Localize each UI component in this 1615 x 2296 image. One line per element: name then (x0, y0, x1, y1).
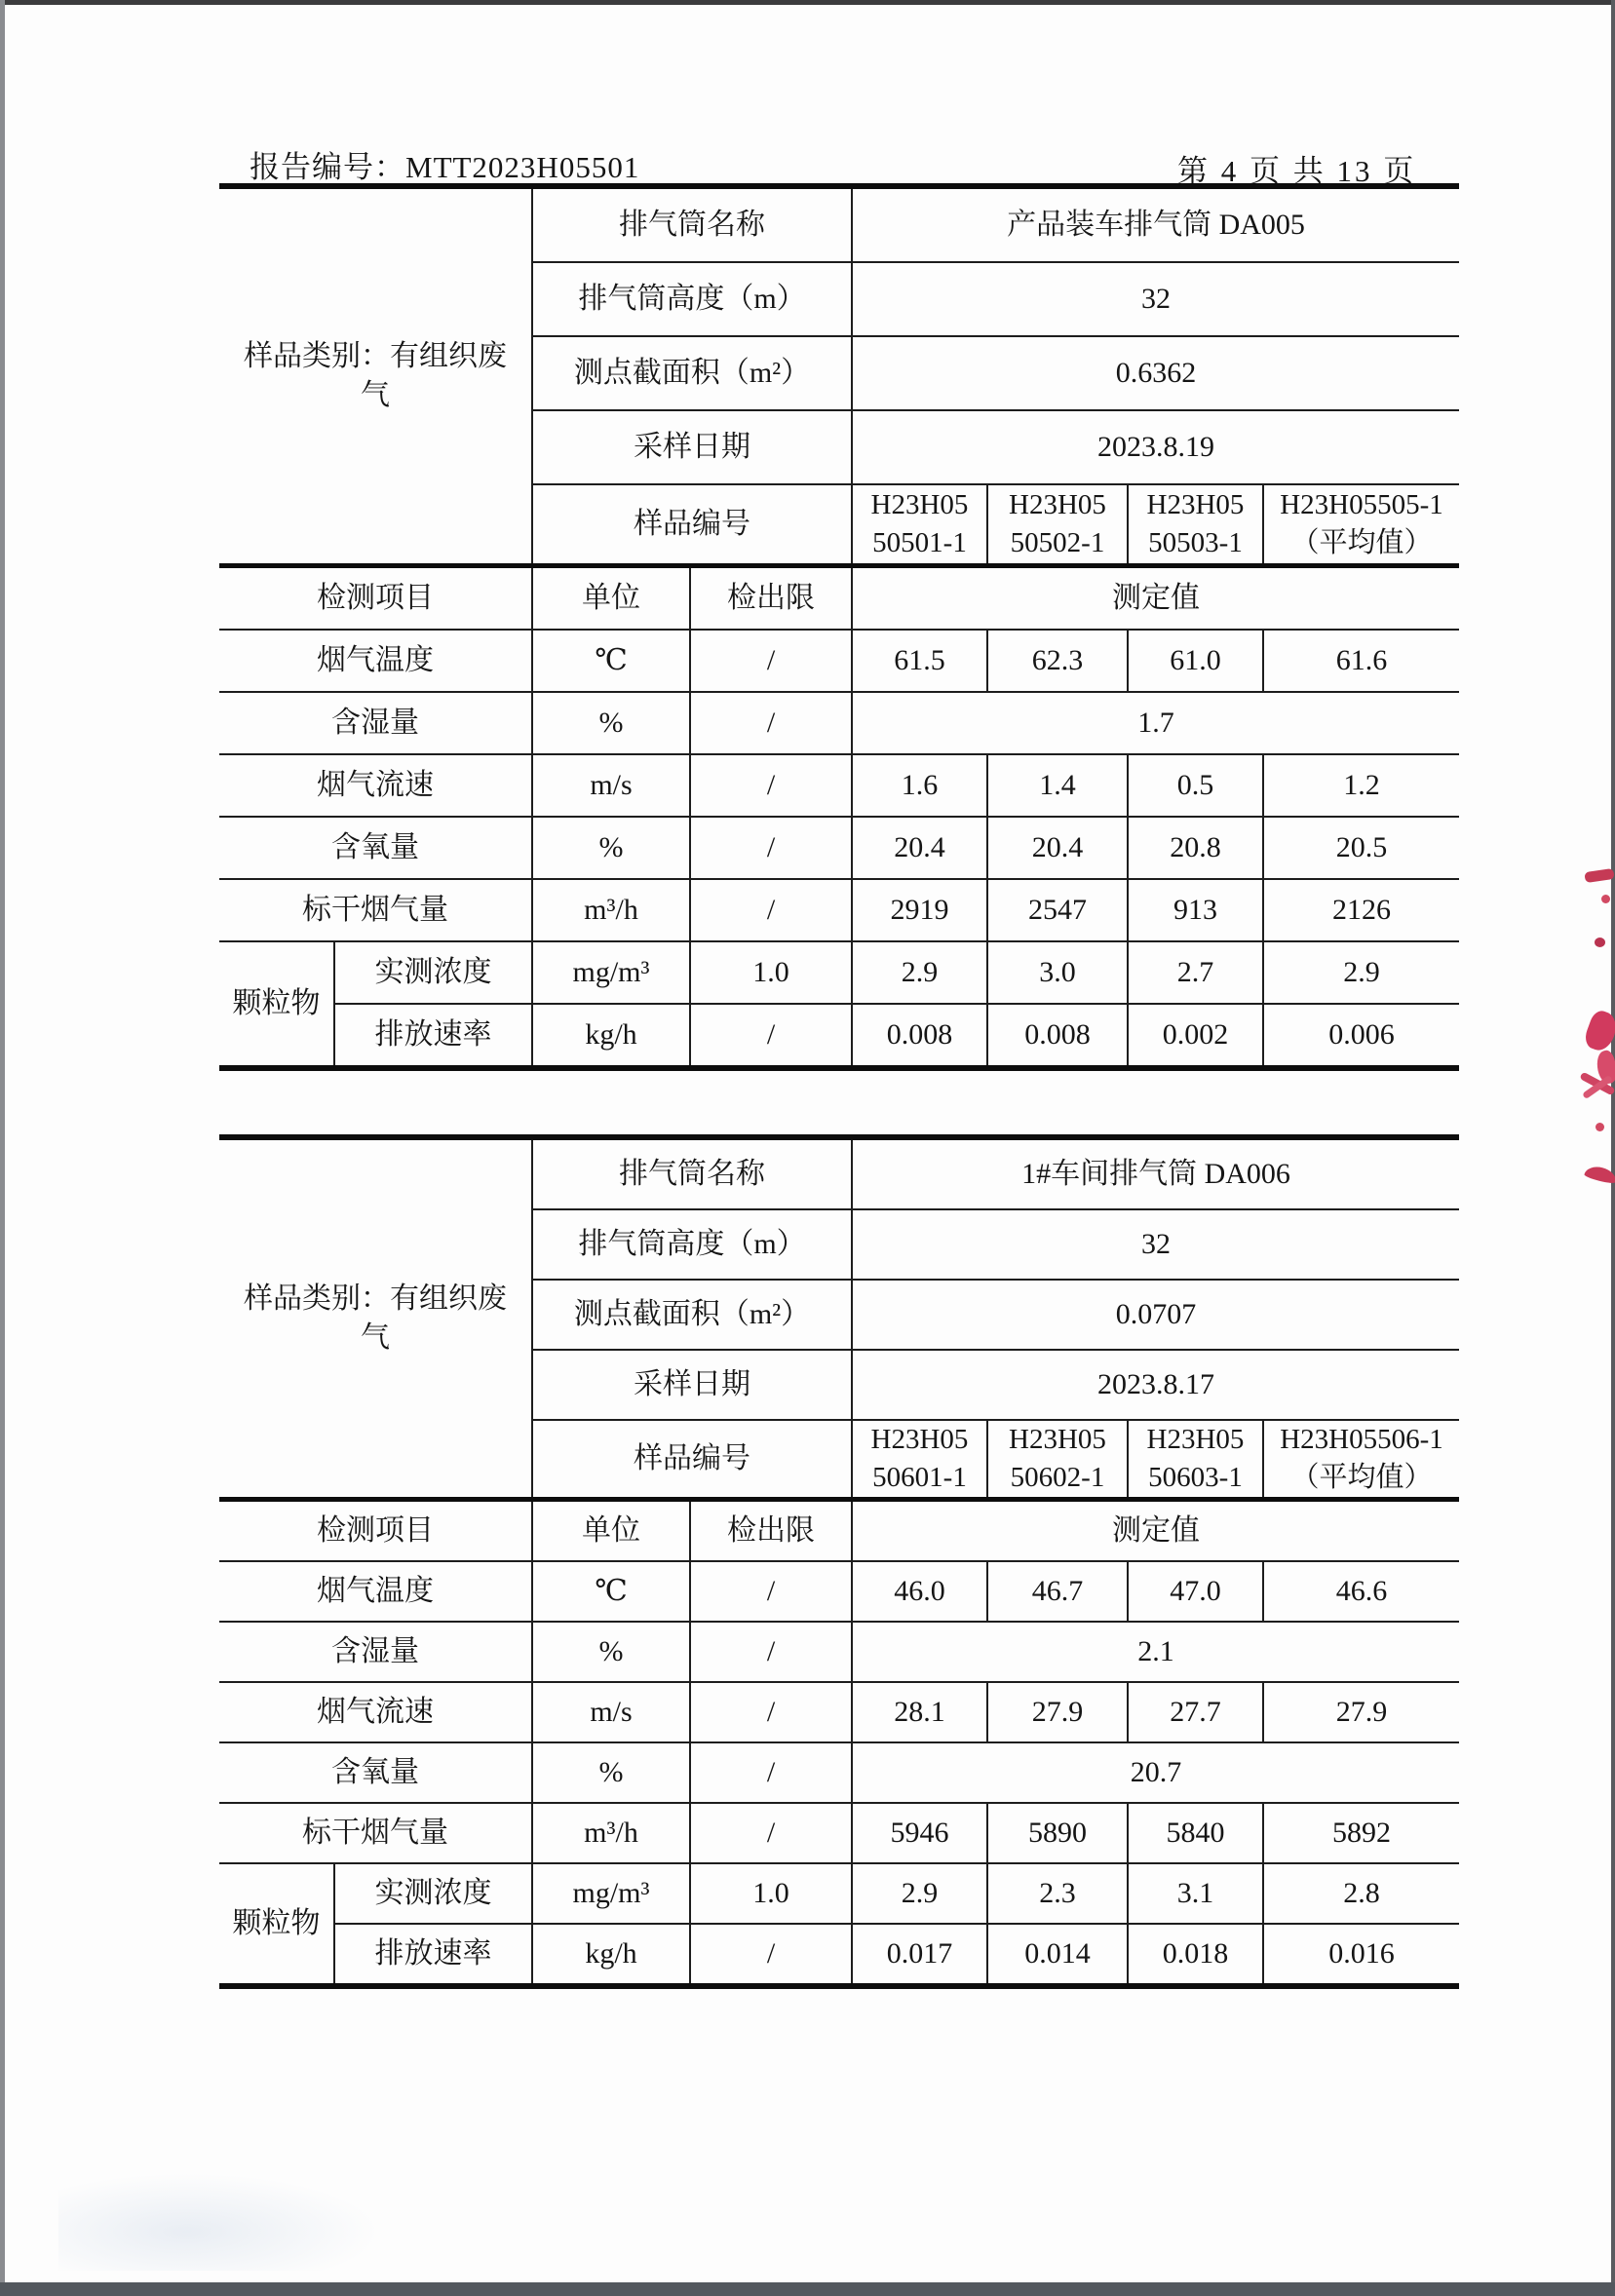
row-unit: % (532, 1622, 690, 1682)
red-ink-mark (1596, 1123, 1604, 1131)
row-value: 3.1 (1128, 1863, 1263, 1924)
info-label: 排气筒高度（m） (532, 1209, 852, 1280)
sample-category-cell (219, 1137, 532, 1500)
row-unit: kg/h (532, 1004, 690, 1068)
info-value: 2023.8.17 (852, 1350, 1459, 1420)
red-ink-mark (1584, 868, 1614, 883)
row-limit: / (690, 879, 852, 941)
row-value: 46.6 (1263, 1561, 1459, 1622)
col-header-value: 测定值 (852, 1500, 1459, 1562)
row-item: 烟气流速 (219, 1682, 532, 1742)
row-value: 913 (1128, 879, 1263, 941)
row-value-merged: 1.7 (852, 692, 1459, 754)
row-item: 含氧量 (219, 1742, 532, 1803)
row-value: 62.3 (987, 630, 1128, 692)
col-header-limit: 检出限 (690, 1500, 852, 1562)
row-value: 2.9 (1263, 941, 1459, 1004)
row-value: 61.5 (852, 630, 987, 692)
row-item: 实测浓度 (334, 941, 532, 1004)
info-label: 排气筒名称 (532, 186, 852, 262)
row-limit: / (690, 1561, 852, 1622)
row-unit: m/s (532, 1682, 690, 1742)
row-item: 烟气温度 (219, 630, 532, 692)
sample-no: H23H05505-1（平均值） (1263, 484, 1459, 566)
sample-no: H23H05506-1（平均值） (1263, 1420, 1459, 1500)
row-limit: / (690, 1622, 852, 1682)
row-value: 0.008 (852, 1004, 987, 1068)
row-limit: / (690, 1004, 852, 1068)
row-group: 颗粒物 (219, 1863, 334, 1986)
row-value: 0.014 (987, 1924, 1128, 1986)
row-limit: / (690, 1803, 852, 1863)
info-label: 采样日期 (532, 1350, 852, 1420)
sample-no-label: 样品编号 (532, 484, 852, 566)
row-value-merged: 20.7 (852, 1742, 1459, 1803)
info-value: 32 (852, 262, 1459, 336)
row-unit: m³/h (532, 879, 690, 941)
sample-no: H23H05 50503-1 (1128, 484, 1263, 566)
page-number: 第 4 页 共 13 页 (1177, 154, 1417, 188)
row-item: 排放速率 (334, 1924, 532, 1986)
sample-no: H23H05 50601-1 (852, 1420, 987, 1500)
col-header-value: 测定值 (852, 566, 1459, 631)
row-limit: 1.0 (690, 941, 852, 1004)
row-value: 28.1 (852, 1682, 987, 1742)
info-label: 排气筒高度（m） (532, 262, 852, 336)
row-unit: m/s (532, 754, 690, 817)
row-value-merged: 2.1 (852, 1622, 1459, 1682)
col-header-item: 检测项目 (219, 566, 532, 631)
info-value: 32 (852, 1209, 1459, 1280)
row-unit: mg/m³ (532, 941, 690, 1004)
row-unit: % (532, 1742, 690, 1803)
row-value: 0.5 (1128, 754, 1263, 817)
row-item: 烟气流速 (219, 754, 532, 817)
sample-no: H23H05 50602-1 (987, 1420, 1128, 1500)
scan-edge-right (1611, 0, 1615, 2296)
row-value: 0.002 (1128, 1004, 1263, 1068)
row-limit: / (690, 817, 852, 879)
row-item: 含氧量 (219, 817, 532, 879)
row-value: 2547 (987, 879, 1128, 941)
row-value: 27.9 (1263, 1682, 1459, 1742)
row-value: 2.8 (1263, 1863, 1459, 1924)
row-unit: ℃ (532, 1561, 690, 1622)
row-value: 2.3 (987, 1863, 1128, 1924)
row-limit: / (690, 1682, 852, 1742)
row-limit: 1.0 (690, 1863, 852, 1924)
info-value: 1#车间排气筒 DA006 (852, 1137, 1459, 1209)
red-ink-mark (1582, 1008, 1615, 1053)
row-value: 5946 (852, 1803, 987, 1863)
row-value: 2919 (852, 879, 987, 941)
info-value: 0.6362 (852, 336, 1459, 410)
row-value: 46.0 (852, 1561, 987, 1622)
row-value: 46.7 (987, 1561, 1128, 1622)
scan-edge-bottom (0, 2282, 1615, 2296)
row-value: 20.5 (1263, 817, 1459, 879)
row-item: 排放速率 (334, 1004, 532, 1068)
row-value: 0.018 (1128, 1924, 1263, 1986)
red-ink-mark (1595, 938, 1605, 947)
info-label: 排气筒名称 (532, 1137, 852, 1209)
row-limit: / (690, 692, 852, 754)
row-value: 2.9 (852, 1863, 987, 1924)
row-item: 含湿量 (219, 1622, 532, 1682)
scan-edge-left (0, 0, 5, 2296)
row-unit: % (532, 692, 690, 754)
red-ink-mark (1601, 895, 1610, 903)
row-value: 5890 (987, 1803, 1128, 1863)
sample-category-text: 样品类别：有组织废气 (244, 1282, 507, 1355)
row-item: 实测浓度 (334, 1863, 532, 1924)
row-value: 1.4 (987, 754, 1128, 817)
row-unit: mg/m³ (532, 1863, 690, 1924)
sample-no-label: 样品编号 (532, 1420, 852, 1500)
row-item: 标干烟气量 (219, 1803, 532, 1863)
col-header-unit: 单位 (532, 1500, 690, 1562)
row-value: 0.016 (1263, 1924, 1459, 1986)
row-value: 0.017 (852, 1924, 987, 1986)
col-header-item: 检测项目 (219, 1500, 532, 1562)
sample-no: H23H05 50501-1 (852, 484, 987, 566)
results-table-2 (219, 1134, 1459, 1989)
sample-no: H23H05 50502-1 (987, 484, 1128, 566)
sample-category-text: 样品类别：有组织废气 (244, 339, 507, 411)
row-limit: / (690, 1924, 852, 1986)
row-group: 颗粒物 (219, 941, 334, 1068)
row-value: 2126 (1263, 879, 1459, 941)
row-limit: / (690, 630, 852, 692)
row-value: 61.6 (1263, 630, 1459, 692)
results-table-1 (219, 183, 1459, 1071)
row-value: 27.7 (1128, 1682, 1263, 1742)
row-value: 20.4 (987, 817, 1128, 879)
row-unit: m³/h (532, 1803, 690, 1863)
row-value: 5892 (1263, 1803, 1459, 1863)
row-value: 20.8 (1128, 817, 1263, 879)
row-value: 0.008 (987, 1004, 1128, 1068)
row-unit: ℃ (532, 630, 690, 692)
row-item: 标干烟气量 (219, 879, 532, 941)
row-value: 27.9 (987, 1682, 1128, 1742)
row-limit: / (690, 1742, 852, 1803)
row-value: 2.9 (852, 941, 987, 1004)
scan-smudge (58, 2173, 380, 2271)
row-limit: / (690, 754, 852, 817)
col-header-limit: 检出限 (690, 566, 852, 631)
col-header-unit: 单位 (532, 566, 690, 631)
info-label: 采样日期 (532, 410, 852, 484)
row-value: 20.4 (852, 817, 987, 879)
row-value: 2.7 (1128, 941, 1263, 1004)
row-value: 1.6 (852, 754, 987, 817)
row-value: 1.2 (1263, 754, 1459, 817)
info-label: 测点截面积（m²） (532, 1280, 852, 1350)
row-value: 47.0 (1128, 1561, 1263, 1622)
row-unit: % (532, 817, 690, 879)
report-number: 报告编号：MTT2023H05501 (250, 150, 640, 184)
row-item: 烟气温度 (219, 1561, 532, 1622)
row-unit: kg/h (532, 1924, 690, 1986)
info-value: 0.0707 (852, 1280, 1459, 1350)
sample-category-cell (219, 186, 532, 566)
row-value: 0.006 (1263, 1004, 1459, 1068)
info-label: 测点截面积（m²） (532, 336, 852, 410)
row-value: 5840 (1128, 1803, 1263, 1863)
row-value: 3.0 (987, 941, 1128, 1004)
info-value: 2023.8.19 (852, 410, 1459, 484)
row-item: 含湿量 (219, 692, 532, 754)
scan-edge-top (0, 0, 1615, 5)
info-value: 产品装车排气筒 DA005 (852, 186, 1459, 262)
row-value: 61.0 (1128, 630, 1263, 692)
sample-no: H23H05 50603-1 (1128, 1420, 1263, 1500)
